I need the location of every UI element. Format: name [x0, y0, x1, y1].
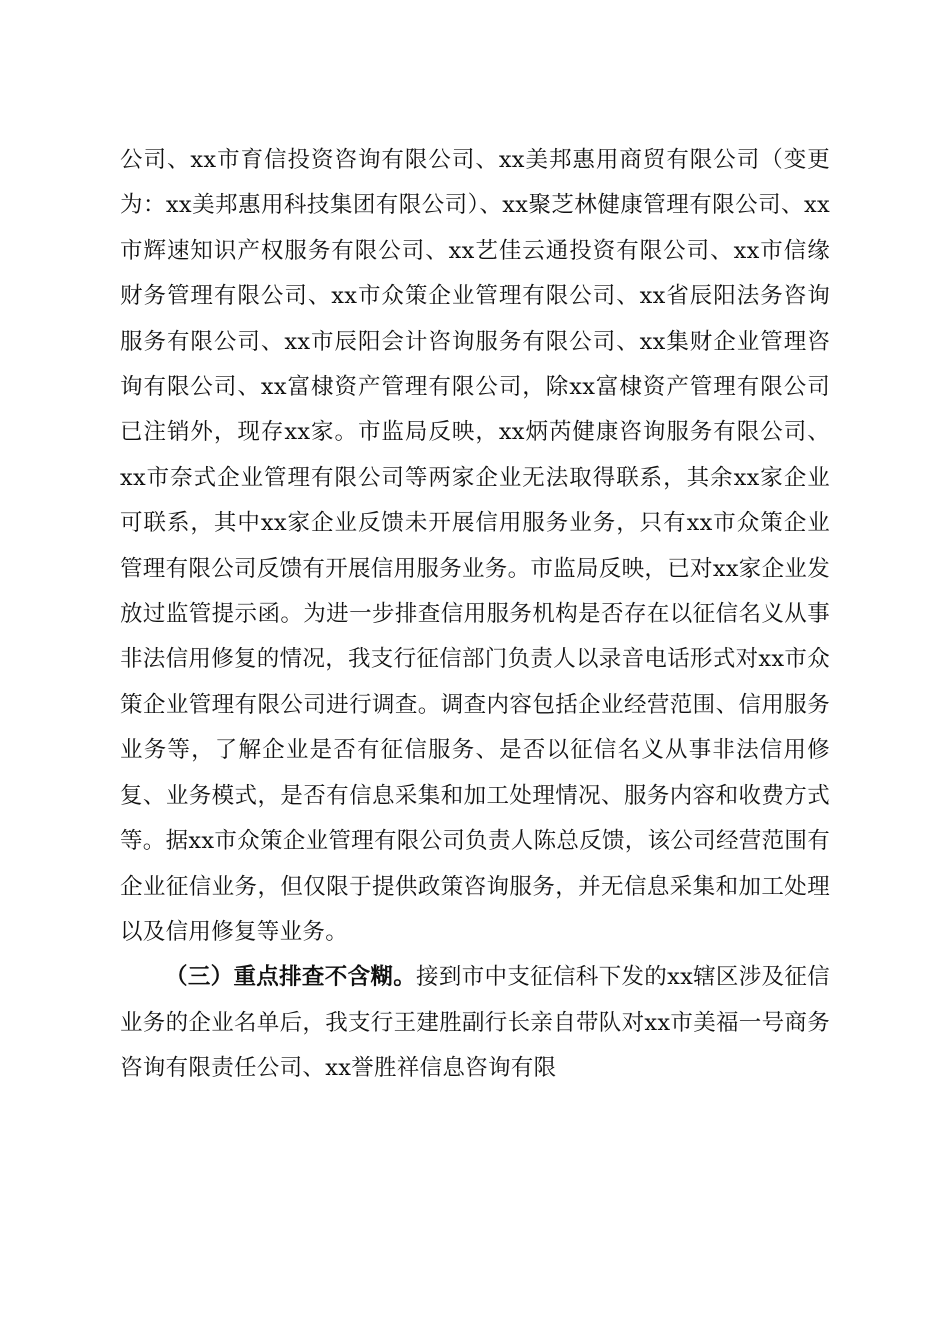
section-paragraph	[120, 955, 830, 1091]
section-heading: （三）重点排查不含糊。	[165, 964, 417, 991]
document-body	[120, 138, 830, 1092]
body-paragraph: 公司、xx市育信投资咨询有限公司、xx美邦惠用商贸有限公司（变更为：xx美邦惠用科技集团有限公司）、xx聚芝林健康管理有限公司、xx市辉速知识产权服务有限公司、xx艺佳云通投资有限公司、xx市信缘财务管理有限公司、xx市众策企业管理有限公司、xx省辰阳法务咨询服务有限公司、xx市辰阳会计咨询服务有限公司、xx集财企业管理咨询有限公司、xx富棣资产管理有限公司，除xx富棣资产管理有限公司已注销外，现存xx家。市监局反映，xx炳芮健康咨询服务有限公司、xx市奈式企业管理有限公司等两家企业无法取得联系，其余xx家企业可联系，其中xx家企业反馈未开展信用服务业务，只有xx市众策企业管理有限公司反馈有开展信用服务业务。市监局反映，已对xx家企业发放过监管提示函。为进一步排查信用服务机构是否存在以征信名义从事非法信用修复的情况，我支行征信部门负责人以录音电话形式对xx市众策企业管理有限公司进行调查。调查内容包括企业经营范围、信用服务业务等，了解企业是否有征信服务、是否以征信名义从事非法信用修复、业务模式，是否有信息采集和加工处理情况、服务内容和收费方式等。据xx市众策企业管理有限公司负责人陈总反馈，该公司经营范围有企业征信业务，但仅限于提供政策咨询服务，并无信息采集和加工处理以及信用修复等业务。	[120, 147, 830, 945]
section-body-text: 接到市中支征信科下发的xx辖区涉及征信业务的企业名单后，我支行王建胜副行长亲自带队对xx市美福一号商务咨询有限责任公司、xx誉胜祥信息咨询有限	[120, 964, 830, 1082]
